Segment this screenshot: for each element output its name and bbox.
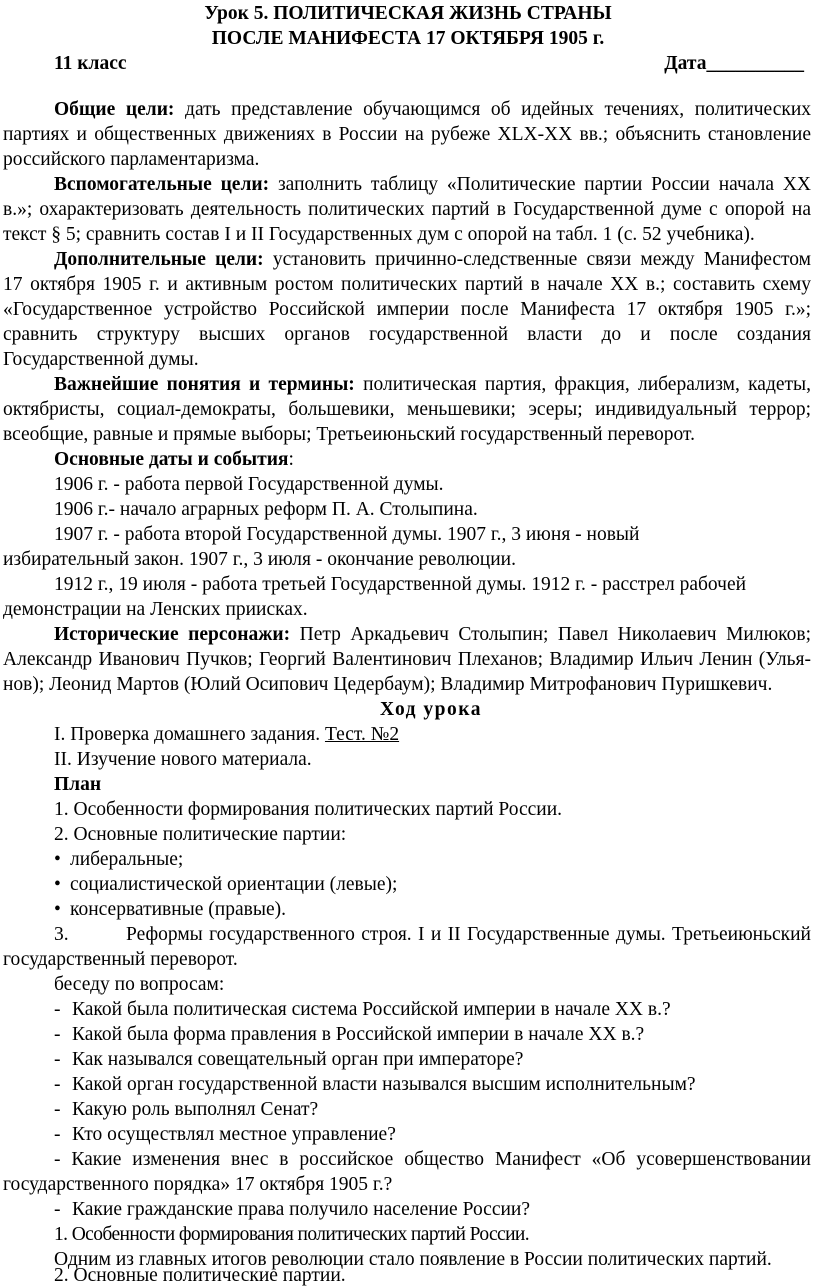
bullet-icon: •: [54, 899, 61, 920]
plan-item-text: Реформы государственного строя. I и II Государственные думы. Третьеиюньский: [126, 924, 811, 945]
question-item: [54, 1047, 523, 1072]
additional-goals-text: установить причинно-следственные связи между Манифестом: [272, 249, 812, 270]
additional-goals-text: сравнить структуру высших органов государственной власти до и после создания: [3, 324, 811, 345]
question-text: Как назывался совещательный орган при императоре?: [72, 1049, 524, 1070]
bullet-item: [54, 872, 397, 897]
question-text: Какую роль выполнял Сенат?: [72, 1099, 319, 1120]
question-item: - Какие изменения внес в российское общество Манифест «Об усовершенствовании: [54, 1149, 811, 1170]
bullet-item: [54, 897, 286, 922]
bullet-item: [54, 847, 183, 872]
terms-text: политическая партия, фракция, либерализм, кадеты,: [363, 374, 812, 395]
persons-text: Петр Аркадьевич Столыпин; Павел Николаевич Милюков;: [299, 624, 812, 645]
question-item: [54, 1022, 644, 1047]
step-new-material: II. Изучение нового материала.: [54, 749, 312, 770]
dash-marker: -: [54, 1199, 61, 1220]
additional-goals-text: «Государственное устройство Российской империи после Манифеста 17 октября 1905 г.»;: [3, 299, 811, 320]
date-item: 1912 г., 19 июля - работа третьей Государственной думы. 1912 г. - расстрел рабочей: [54, 574, 747, 595]
step-homework-text: I. Проверка домашнего задания.: [54, 724, 325, 745]
additional-goals-line: [54, 247, 811, 272]
auxiliary-goals-label: Вспомогательные цели:: [54, 174, 270, 195]
date-item: демонстрации на Ленских приисках.: [3, 599, 308, 620]
question-text: Какой была форма правления в Российской империи в начале XX в.?: [72, 1024, 645, 1045]
bullet-icon: •: [54, 874, 61, 895]
general-goals-text: дать представление обучающимся об идейных течениях, политических: [185, 99, 812, 120]
dash-marker: -: [54, 1099, 61, 1120]
additional-goals-text: 17 октября 1905 г. и активным ростом политических партий в начале XX в.; составить схему: [3, 274, 811, 295]
bullet-text: консервативные (правые).: [70, 899, 286, 920]
dash-marker: -: [54, 1024, 61, 1045]
dates-colon: :: [288, 449, 294, 470]
question-item: [54, 1072, 696, 1097]
step-homework-check: [54, 722, 399, 747]
date-field: Дата__________: [664, 53, 804, 74]
plan-item-number: 3.: [54, 924, 69, 945]
date-item: 1907 г. - работа второй Государственной думы. 1907 г., 3 июня - новый: [54, 524, 640, 545]
question-text: Какой была политическая система Российской империи в начале XX в.?: [72, 999, 671, 1020]
bullet-text: социалистической ориентации (левые);: [70, 874, 398, 895]
section-title: 1. Особенности формирования политических партий России.: [54, 1224, 530, 1245]
auxiliary-goals-text: текст § 5; сравнить состав I и II Государственных дум с опорой на табл. 1 (с. 52 учебника).: [3, 224, 755, 245]
dash-marker: -: [54, 1074, 61, 1095]
dash-marker: -: [54, 999, 61, 1020]
terms-label: Важнейшие понятия и термины:: [54, 374, 355, 395]
date-item: избирательный закон. 1907 г., 3 июля - окончание революции.: [3, 549, 516, 570]
lesson-title-line2: ПОСЛЕ МАНИФЕСТА 17 ОКТЯБРЯ 1905 г.: [211, 28, 605, 49]
plan-item: 2. Основные политические партии:: [54, 824, 347, 845]
date-item: 1906 г.- начало аграрных реформ П. А. Столыпина.: [54, 499, 478, 520]
question-item: [54, 1197, 530, 1222]
lesson-title-line1: Урок 5. ПОЛИТИЧЕСКАЯ ЖИЗНЬ СТРАНЫ: [204, 3, 612, 24]
date-item: 1906 г. - работа первой Государственной думы.: [54, 474, 444, 495]
general-goals-line: [54, 97, 811, 122]
persons-label: Исторические персонажи:: [54, 624, 291, 645]
question-text: государственного порядка» 17 октября 1905 г.?: [3, 1174, 393, 1195]
terms-line: [54, 372, 811, 397]
dash-marker: -: [54, 1124, 61, 1145]
plan-heading: План: [54, 774, 102, 795]
lesson-heading: Ход урока: [380, 699, 482, 720]
persons-text: нов); Леонид Мартов (Юлий Осипович Цедербаум); Владимир Митрофанович Пуришкевич.: [3, 674, 773, 695]
dates-heading: [54, 447, 294, 472]
general-goals-text: российского парламентаризма.: [3, 149, 260, 170]
persons-line: [54, 622, 811, 647]
additional-goals-text: Государственной думы.: [3, 349, 199, 370]
dash-marker: -: [54, 1049, 61, 1070]
terms-text: октябристы, социал-демократы, большевики, меньшевики; эсеры; индивидуальный террор;: [3, 399, 811, 420]
question-item: [54, 997, 671, 1022]
auxiliary-goals-text: в.»; охарактеризовать деятельность политических партий в Государственной думе с опорой на: [3, 199, 811, 220]
plan-item-text: государственный переворот.: [3, 949, 238, 970]
section-title: 2. Основные политические партии.: [54, 1265, 346, 1286]
question-text: Кто осуществлял местное управление?: [72, 1124, 396, 1145]
conversation-intro: беседу по вопросам:: [54, 974, 225, 995]
bullet-icon: •: [54, 849, 61, 870]
bullet-text: либеральные;: [70, 849, 184, 870]
general-goals-label: Общие цели:: [54, 99, 175, 120]
question-text: Какой орган государственной власти назывался высшим исполнительным?: [72, 1074, 696, 1095]
persons-text: Александр Иванович Пучков; Георгий Валентинович Плеханов; Владимир Ильич Ленин (Улья-: [3, 649, 811, 670]
plan-item: 1. Особенности формирования политических партий России.: [54, 799, 563, 820]
grade-label: 11 класс: [54, 53, 127, 74]
section-text: Одним из главных итогов революции стало появление в России политических партий.: [54, 1249, 772, 1270]
auxiliary-goals-line: [54, 172, 811, 197]
auxiliary-goals-text: заполнить таблицу «Политические партии России начала XX: [277, 174, 812, 195]
additional-goals-label: Дополнительные цели:: [54, 249, 264, 270]
terms-text: всеобщие, равные и прямые выборы; Третьеиюньский государственный переворот.: [3, 424, 695, 445]
question-text: Какие гражданские права получило население России?: [72, 1199, 531, 1220]
question-item: [54, 1097, 318, 1122]
general-goals-text: партиях и общественных движениях в России на рубеже XLX-XX вв.; объяснить становление: [3, 124, 811, 145]
test-link[interactable]: Тест. №2: [324, 724, 400, 745]
question-item: [54, 1122, 396, 1147]
dates-label: Основные даты и события: [54, 449, 289, 470]
